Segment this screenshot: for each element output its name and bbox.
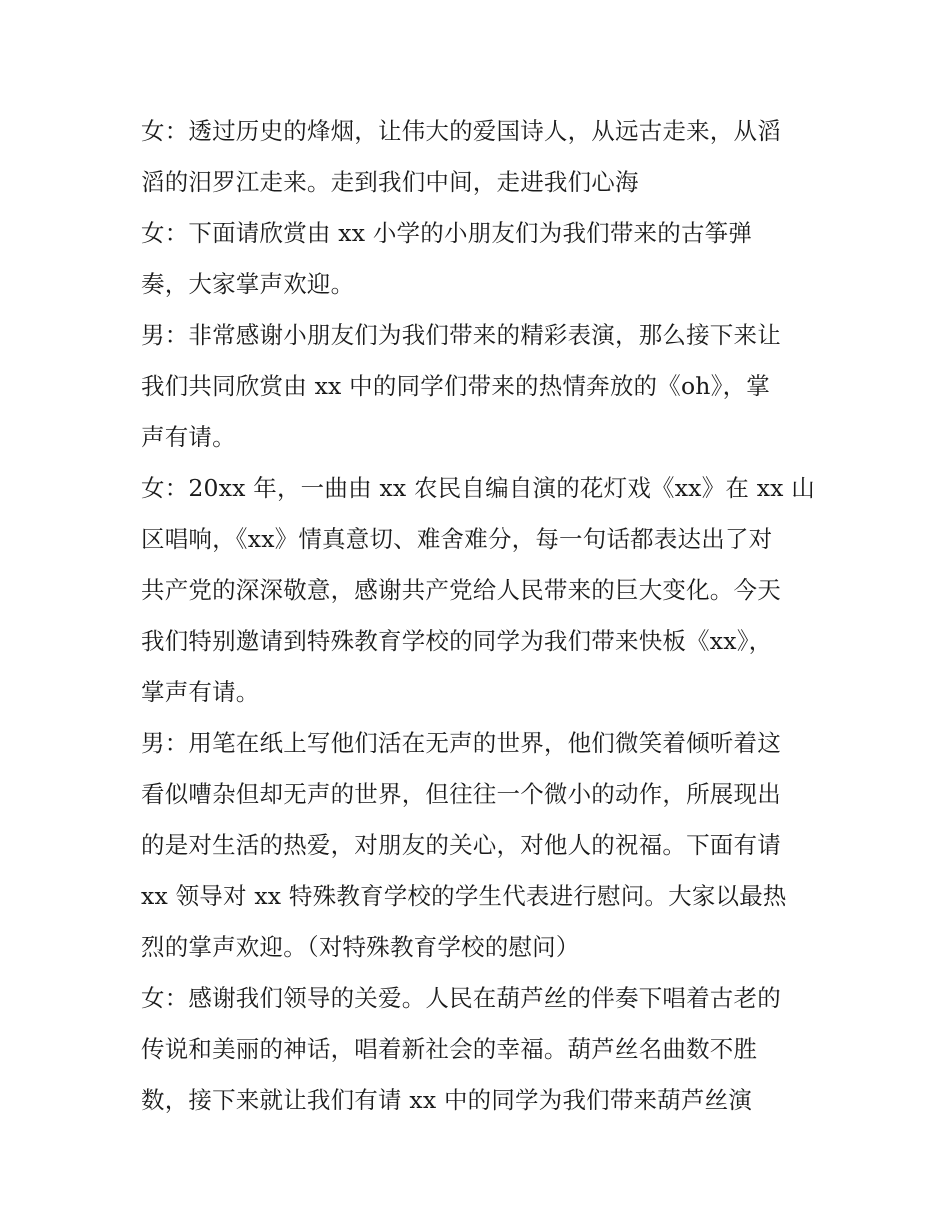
text-line: xx 领导对 xx 特殊教育学校的学生代表进行慰问。大家以最热 bbox=[141, 882, 787, 910]
text-line: 的是对生活的热爱，对朋友的关心，对他人的祝福。下面有请 bbox=[141, 831, 781, 859]
text-line: 数，接下来就让我们有请 xx 中的同学为我们带来葫芦丝演 bbox=[141, 1086, 753, 1114]
text-line: 我们共同欣赏由 xx 中的同学们带来的热情奔放的《oh》，掌 bbox=[141, 372, 770, 400]
text-line: 烈的掌声欢迎。（对特殊教育学校的慰问） bbox=[141, 933, 580, 961]
text-line: 女：感谢我们领导的关爱。人民在葫芦丝的伴奏下唱着古老的 bbox=[141, 984, 781, 1012]
text-line: 奏，大家掌声欢迎。 bbox=[141, 270, 355, 298]
text-line: 区唱响，《xx》情真意切、难舍难分，每一句话都表达出了对 bbox=[141, 525, 773, 553]
text-line: 共产党的深深敬意，感谢共产党给人民带来的巨大变化。今天 bbox=[141, 576, 781, 604]
text-line: 女：20xx 年，一曲由 xx 农民自编自演的花灯戏《xx》在 xx 山 bbox=[141, 474, 815, 502]
text-line: 掌声有请。 bbox=[141, 678, 260, 706]
text-line: 女：下面请欣赏由 xx 小学的小朋友们为我们带来的古筝弹 bbox=[141, 219, 753, 247]
text-line: 女：透过历史的烽烟，让伟大的爱国诗人，从远古走来，从滔 bbox=[141, 117, 781, 145]
text-line: 男：非常感谢小朋友们为我们带来的精彩表演，那么接下来让 bbox=[141, 321, 781, 349]
text-line: 滔的汨罗江走来。走到我们中间，走进我们心海 bbox=[141, 168, 639, 196]
text-line: 看似嘈杂但却无声的世界，但往往一个微小的动作，所展现出 bbox=[141, 780, 781, 808]
text-line: 男：用笔在纸上写他们活在无声的世界，他们微笑着倾听着这 bbox=[141, 729, 781, 757]
document-body bbox=[141, 106, 813, 1126]
text-line: 我们特别邀请到特殊教育学校的同学为我们带来快板《xx》， bbox=[141, 627, 773, 655]
text-line: 声有请。 bbox=[141, 423, 236, 451]
text-line: 传说和美丽的神话，唱着新社会的幸福。葫芦丝名曲数不胜 bbox=[141, 1035, 758, 1063]
